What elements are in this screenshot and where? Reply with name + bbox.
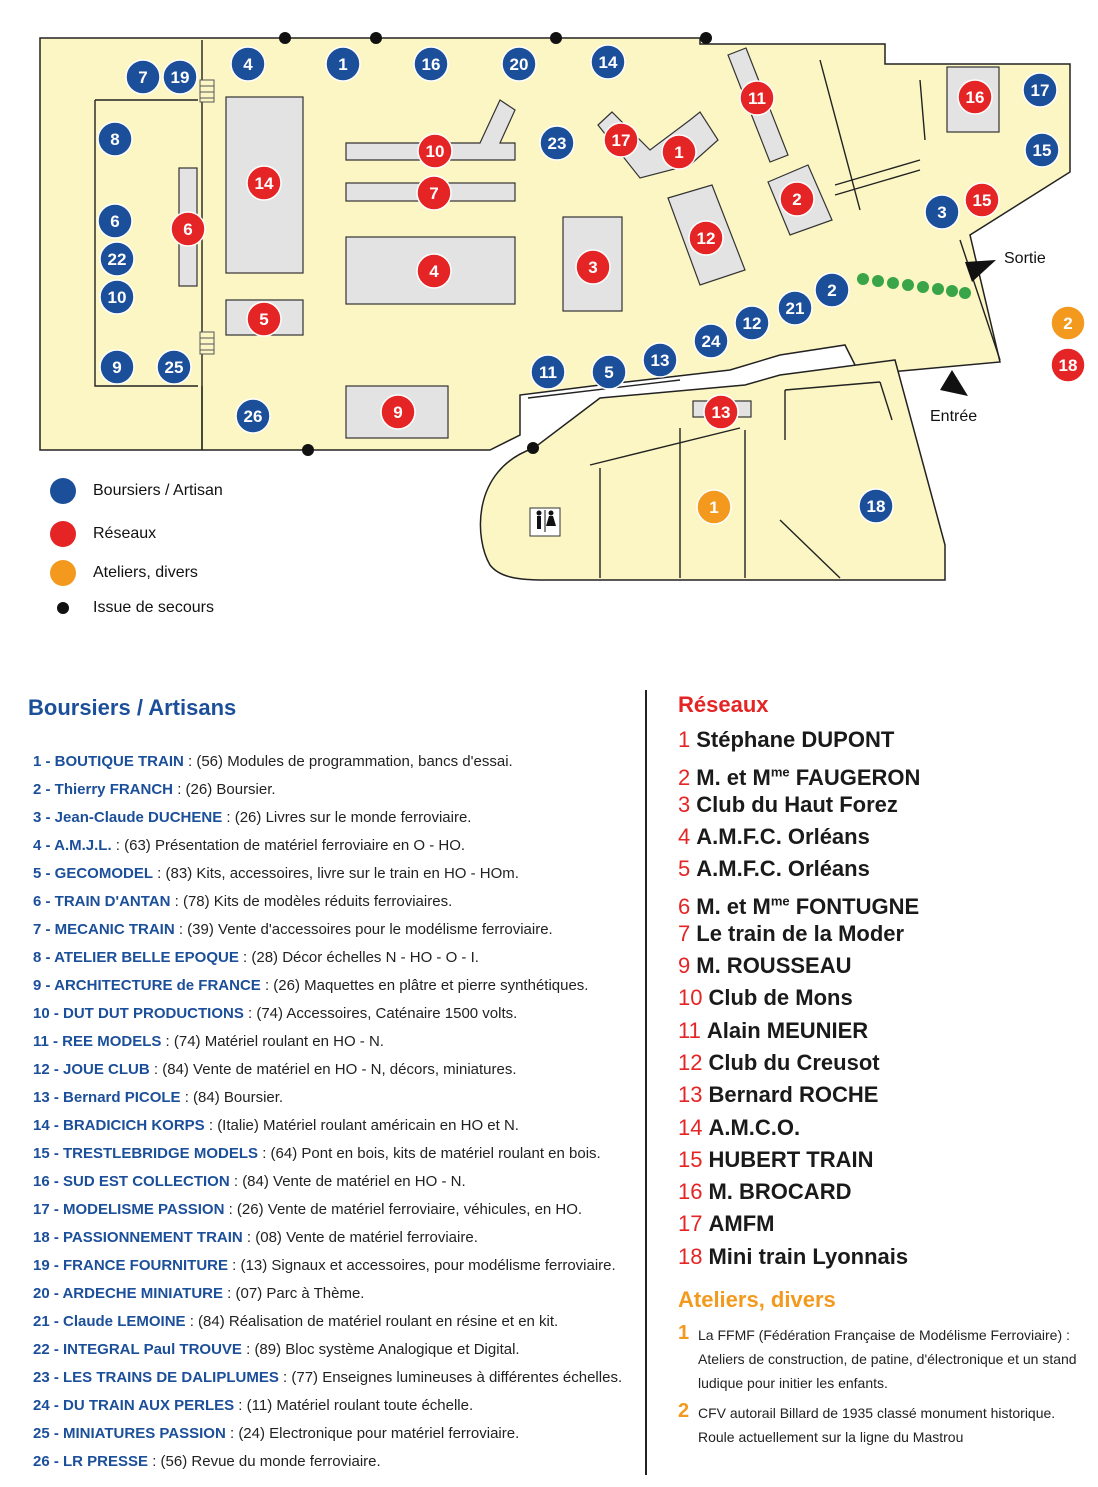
marker-number: 3 [588,258,598,277]
exhibitor-row [28,1308,638,1336]
reseau-row [678,1176,1078,1208]
entrance-arrow [940,370,968,396]
atelier-text: CFV autorail Billard de 1935 classé monument historique. Roule actuellement sur la ligne du Mastrou [698,1405,1056,1446]
reseau-name: A.M.F.C. Orléans [696,856,870,882]
reseau-row [678,1241,1078,1273]
exhibitor-desc: : (84) Boursier. [180,1089,284,1106]
marker-number: 24 [701,332,721,351]
exhibitor-name: 7 - MECANIC TRAIN [33,921,175,938]
marker-number: 10 [107,288,127,307]
reseau-number: 10 [678,985,703,1011]
reseau-name: Stéphane DUPONT [696,727,895,752]
marker-number: 6 [183,220,193,239]
map-marker-red-4 [417,254,451,288]
reseaux-section [678,688,1078,1449]
marker-number: 11 [539,363,557,382]
exhibitor-desc: : (28) Décor échelles N - HO - O - I. [238,949,479,966]
exhibitor-desc: : (13) Signaux et accessoires, pour modélisme ferroviaire. [228,1257,616,1274]
exhibitor-name: 12 - JOUE CLUB [33,1061,150,1078]
map-marker-blue-3 [925,195,959,229]
exhibitor-name: 6 - TRAIN D'ANTAN [33,893,171,910]
exhibitor-row [28,1392,638,1420]
map-marker-blue-18 [859,489,893,523]
exhibitor-desc: : (89) Bloc système Analogique et Digital. [241,1341,520,1358]
map-marker-blue-12 [735,306,769,340]
exhibitor-desc: : (74) Matériel roulant en HO - N. [161,1033,384,1050]
exhibitor-name: 8 - ATELIER BELLE EPOQUE [33,949,239,966]
exhibitor-row [28,1252,638,1280]
exhibitor-desc: : (63) Présentation de matériel ferroviaire en O - HO. [111,837,466,854]
exhibitor-name: 17 - MODELISME PASSION [33,1201,225,1218]
marker-number: 1 [709,498,719,517]
marker-number: 25 [164,358,184,377]
atelier-row [678,1401,1078,1449]
map-marker-blue-19 [163,60,197,94]
map-marker-orange-1 [697,490,731,524]
map-marker-orange-2 [1051,306,1085,340]
marker-number: 15 [1032,141,1052,160]
reseau-name: M. BROCARD [708,1179,852,1205]
map-marker-blue-20 [502,47,536,81]
column-divider [645,690,647,1475]
exhibitor-desc: : (84) Réalisation de matériel roulant en résine et en kit. [185,1313,559,1330]
reseau-row [678,885,1078,917]
legend-label: Boursiers / Artisan [93,482,223,499]
reseau-row [678,1144,1078,1176]
entrance-label: Entrée [930,408,978,425]
exhibitor-row [28,1112,638,1140]
exhibitor-name: 4 - A.M.J.L. [33,837,112,854]
exhibitor-row [28,1084,638,1112]
marker-number: 9 [112,358,122,377]
reseau-name: Club du Creusot [708,1049,880,1075]
exhibitor-row [28,1056,638,1084]
reseau-number: 9 [678,953,691,979]
legend-item-ateliers [50,558,198,588]
map-marker-red-1 [662,135,696,169]
exhibitor-row [28,1196,638,1224]
exhibitor-desc: : (26) Maquettes en plâtre et pierre synthétiques. [260,977,589,994]
marker-number: 23 [547,134,567,153]
legend-label: Ateliers, divers [93,564,198,581]
marker-number: 18 [1058,356,1078,375]
marker-number: 1 [674,143,684,162]
exhibitor-name: 21 - Claude LEMOINE [33,1313,186,1330]
map-marker-blue-13 [643,343,677,377]
reseau-name: Alain MEUNIER [706,1017,869,1043]
marker-number: 4 [429,262,439,281]
exhibitor-name: 9 - ARCHITECTURE de FRANCE [33,977,261,994]
reseau-row [678,789,1078,821]
marker-number: 22 [107,250,127,269]
reseau-name: A.M.F.C. Orléans [696,823,870,849]
map-marker-red-10 [418,134,452,168]
reseau-name: M. ROUSSEAU [696,953,852,979]
exhibitor-row [28,972,638,1000]
black-dot-icon [57,602,69,614]
map-marker-red-14 [247,166,281,200]
exhibitor-name: 16 - SUD EST COLLECTION [33,1173,230,1190]
exhibitor-desc: : (74) Accessoires, Caténaire 1500 volts. [243,1005,518,1022]
red-dot-icon [50,521,76,547]
marker-number: 6 [110,212,120,231]
map-marker-blue-4 [231,47,265,81]
reseau-row [678,853,1078,885]
map-marker-blue-21 [778,291,812,325]
exhibitor-desc: : (08) Vente de matériel ferroviaire. [242,1229,478,1246]
exhibitor-row [28,944,638,972]
map-marker-blue-10 [100,280,134,314]
map-marker-blue-14 [591,45,625,79]
marker-number: 12 [696,229,716,248]
orange-dot-icon [50,560,76,586]
reseau-row [678,756,1078,788]
exhibitor-row [28,860,638,888]
reseau-number: 7 [678,920,691,946]
restroom-icon [530,508,560,536]
exhibitor-name: 10 - DUT DUT PRODUCTIONS [33,1005,244,1022]
blue-dot-icon [50,478,76,504]
exhibitor-row [28,888,638,916]
map-marker-red-16 [958,80,992,114]
reseau-number: 15 [678,1146,703,1172]
reseau-row [678,724,1078,756]
map-marker-blue-7 [126,60,160,94]
exhibitor-name: 14 - BRADICICH KORPS [33,1117,205,1134]
map-marker-red-13 [704,395,738,429]
legend-label: Réseaux [93,525,157,542]
exhibitor-row [28,1140,638,1168]
exhibitor-desc: : (84) Vente de matériel en HO - N, décors, miniatures. [149,1061,517,1078]
marker-number: 20 [509,55,529,74]
exhibitor-row [28,1000,638,1028]
map-marker-blue-11 [531,355,565,389]
legend-item-boursiers [50,476,223,506]
legend-item-issue-secours [50,593,214,623]
reseau-number: 14 [678,1114,703,1140]
exhibitor-name: 20 - ARDECHE MINIATURE [33,1285,224,1302]
reseau-number: 16 [678,1179,703,1205]
reseau-name: AMFM [708,1211,775,1237]
exhibitor-name: 22 - INTEGRAL Paul TROUVE [33,1341,242,1358]
reseau-number: 4 [678,823,691,849]
marker-number: 13 [650,351,670,370]
reseau-name: HUBERT TRAIN [708,1146,874,1172]
exhibitor-desc: : (56) Modules de programmation, bancs d'essai. [183,753,513,770]
marker-number: 16 [421,55,441,74]
exhibitor-desc: : (26) Vente de matériel ferroviaire, véhicules, en HO. [224,1201,583,1218]
marker-number: 4 [243,55,253,74]
atelier-number: 1 [678,1322,690,1345]
reseau-name: Bernard ROCHE [708,1082,879,1108]
marker-number: 5 [604,363,614,382]
exhibitor-row [28,1364,638,1392]
map-marker-red-15 [965,183,999,217]
reseau-row [678,1208,1078,1240]
exhibitor-row [28,804,638,832]
exhibitor-desc: : (39) Vente d'accessoires pour le modélisme ferroviaire. [174,921,553,938]
reseau-number: 11 [678,1017,701,1043]
map-marker-red-5 [247,302,281,336]
reseaux-title: Réseaux [678,692,769,717]
exhibitor-row [28,1168,638,1196]
reseau-row [678,982,1078,1014]
reseau-number: 2 [678,764,691,790]
marker-number: 7 [429,184,439,203]
exhibitor-desc: : (24) Electronique pour matériel ferroviaire. [225,1425,520,1442]
exhibitor-desc: : (64) Pont en bois, kits de matériel roulant en bois. [258,1145,601,1162]
map-marker-red-7 [417,176,451,210]
map-marker-blue-1 [326,47,360,81]
exhibitor-desc: : (26) Boursier. [173,781,276,798]
legend-item-reseaux [50,519,156,549]
exhibitor-row [28,748,638,776]
map-marker-red-9 [381,395,415,429]
reseau-number: 6 [678,893,691,919]
exhibitor-name: 19 - FRANCE FOURNITURE [33,1257,229,1274]
exhibitor-row [28,1448,638,1476]
reseau-number: 5 [678,856,691,882]
map-marker-red-18 [1051,348,1085,382]
marker-number: 1 [338,55,348,74]
map-marker-blue-16 [414,47,448,81]
marker-number: 8 [110,130,120,149]
exhibitor-row [28,1336,638,1364]
legend-label: Issue de secours [93,599,214,616]
atelier-text: La FFMF (Fédération Française de Modélisme Ferroviaire) : Ateliers de construction, de patine, d'électronique et un stand ludique pour initier les enfants. [698,1327,1077,1392]
reseau-row [678,918,1078,950]
reseau-name: M. et $M^{me}$ FAUGERON [696,764,921,790]
exhibitor-name: 25 - MINIATURES PASSION [33,1425,226,1442]
exhibitor-desc: : (56) Revue du monde ferroviaire. [148,1453,381,1470]
exhibitors-title: Boursiers / Artisans [28,695,237,720]
marker-number: 9 [393,403,403,422]
exhibitor-name: 11 - REE MODELS [33,1033,162,1050]
marker-number: 10 [425,142,445,161]
atelier-number: 2 [678,1400,690,1423]
reseau-name: A.M.C.O. [708,1114,801,1140]
exhibitor-desc: : (83) Kits, accessoires, livre sur le train en HO - HOm. [153,865,519,882]
reseau-name: M. et $M^{me}$ FONTUGNE [696,893,920,919]
map-marker-blue-23 [540,126,574,160]
reseau-number: 1 [678,727,691,752]
exhibitor-row [28,1224,638,1252]
map-marker-red-2 [780,182,814,216]
map-marker-blue-22 [100,242,134,276]
exhibitor-name: 24 - DU TRAIN AUX PERLES [33,1397,235,1414]
marker-number: 13 [711,403,731,422]
exhibitor-desc: : (Italie) Matériel roulant américain en HO et N. [204,1117,519,1134]
map-marker-blue-5 [592,355,626,389]
exhibitor-name: 26 - LR PRESSE [33,1453,149,1470]
map-marker-blue-9 [100,350,134,384]
map-marker-blue-6 [98,204,132,238]
exhibitor-name: 1 - BOUTIQUE TRAIN [33,753,184,770]
exhibitor-row [28,916,638,944]
exhibitor-name: 2 - Thierry FRANCH [33,781,174,798]
marker-number: 11 [748,89,766,108]
map-marker-blue-24 [694,324,728,358]
map-marker-red-6 [171,212,205,246]
marker-number: 2 [1063,314,1073,333]
marker-number: 16 [965,88,985,107]
exhibitor-name: 15 - TRESTLEBRIDGE MODELS [33,1145,259,1162]
map-marker-red-17 [604,123,638,157]
marker-number: 26 [243,407,263,426]
marker-number: 14 [254,174,274,193]
marker-number: 3 [937,203,947,222]
ateliers-title: Ateliers, divers [678,1287,836,1313]
reseau-row [678,1015,1078,1047]
exhibitor-row [28,1420,638,1448]
marker-number: 17 [1030,81,1050,100]
reseau-row [678,1112,1078,1144]
marker-number: 17 [611,131,631,150]
exhibitor-desc: : (78) Kits de modèles réduits ferroviaires. [170,893,453,910]
lower-annex [480,360,945,580]
reseau-number: 18 [678,1243,703,1269]
reseau-number: 13 [678,1082,703,1108]
marker-number: 18 [866,497,886,516]
reseau-name: Le train de la Moder [696,920,905,946]
reseau-number: 3 [678,791,691,817]
reseau-name: Mini train Lyonnais [708,1243,909,1269]
reseau-name: Club de Mons [708,985,853,1011]
exhibitor-row [28,1280,638,1308]
map-marker-blue-8 [98,122,132,156]
reseau-number: 17 [678,1211,703,1237]
reseau-row [678,950,1078,982]
exhibitor-desc: : (84) Vente de matériel en HO - N. [229,1173,466,1190]
reseau-number: 12 [678,1049,703,1075]
exhibitor-row [28,776,638,804]
reseau-row [678,1079,1078,1111]
exhibitor-desc: : (07) Parc à Thème. [223,1285,365,1302]
exhibitor-name: 18 - PASSIONNEMENT TRAIN [33,1229,243,1246]
marker-number: 12 [742,314,762,333]
exhibitor-name: 23 - LES TRAINS DE DALIPLUMES [33,1369,279,1386]
marker-number: 7 [138,68,148,87]
exit-label: Sortie [1004,250,1046,267]
map-marker-blue-26 [236,399,270,433]
exhibitor-row [28,832,638,860]
marker-number: 15 [972,191,992,210]
marker-number: 21 [785,299,805,318]
reseau-row [678,1047,1078,1079]
exhibitor-desc: : (26) Livres sur le monde ferroviaire. [222,809,472,826]
exhibitor-list [28,690,638,1476]
map-marker-blue-2 [815,273,849,307]
map-marker-red-12 [689,221,723,255]
marker-number: 14 [598,53,618,72]
exhibitor-name: 3 - Jean-Claude DUCHENE [33,809,223,826]
exhibitor-row [28,1028,638,1056]
marker-number: 5 [259,310,269,329]
map-marker-red-11 [740,81,774,115]
map-marker-blue-17 [1023,73,1057,107]
marker-number: 2 [827,281,837,300]
map-marker-red-3 [576,250,610,284]
map-marker-blue-15 [1025,133,1059,167]
map-marker-blue-25 [157,350,191,384]
reseau-row [678,821,1078,853]
exhibitor-desc: : (11) Matériel roulant toute échelle. [234,1397,474,1414]
atelier-row [678,1323,1078,1395]
exhibitor-name: 5 - GECOMODEL [33,865,154,882]
exhibitor-desc: : (77) Enseignes lumineuses à différentes échelles. [278,1369,623,1386]
marker-number: 19 [170,68,190,87]
marker-number: 2 [792,190,802,209]
exhibitor-name: 13 - Bernard PICOLE [33,1089,181,1106]
reseau-name: Club du Haut Forez [696,791,898,817]
